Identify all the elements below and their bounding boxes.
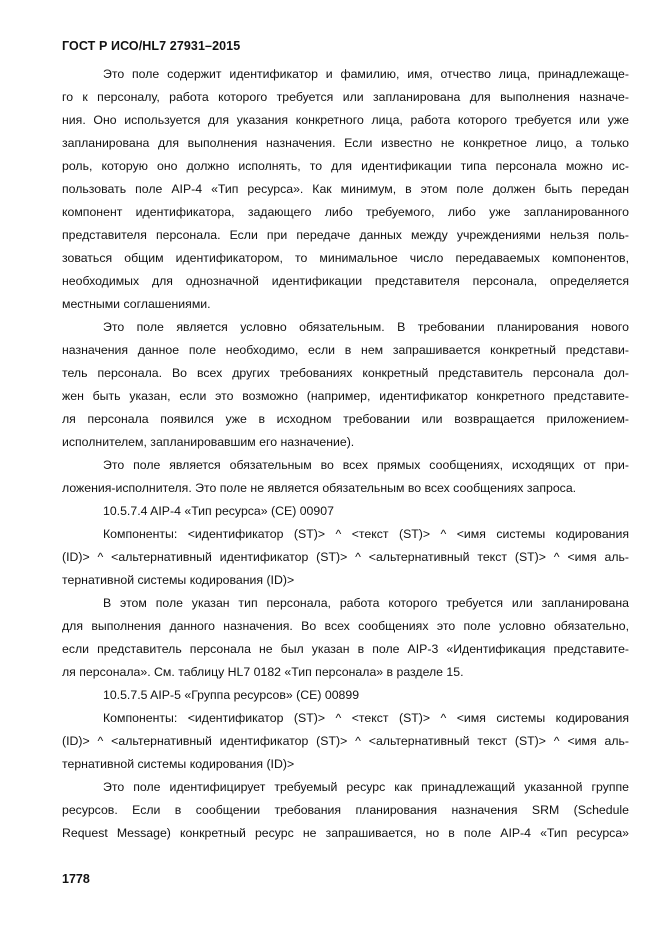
- text-line: пользовать поле AIP-4 «Тип ресурса». Как минимум, в этом поле должен быть передан: [62, 182, 629, 196]
- text-line: необходимых для однозначной идентификации представителя персонала, определяется: [62, 274, 629, 288]
- text-line: назначения данное поле необходимо, если в нем запрашивается конкретный представи-: [62, 343, 629, 357]
- text-line: для выполнения данного назначения. Во всех сообщениях это поле условно обязательно,: [62, 619, 629, 633]
- text-line: тернативной системы кодирования (ID)>: [62, 757, 295, 771]
- text-line: Это поле содержит идентификатор и фамилию, имя, отчество лица, принадлежаще-: [103, 67, 629, 81]
- document-body: [62, 63, 629, 845]
- text-line: если представитель персонала не был указан в поле AIP-3 «Идентификация представите-: [62, 642, 629, 656]
- text-line: исполнителем, запланировавшим его назначение).: [62, 435, 355, 449]
- text-line: Это поле является условно обязательным. В требовании планирования нового: [103, 320, 629, 334]
- text-line: Компоненты: <идентификатор (ST)> ^ <текст (ST)> ^ <имя системы кодирования: [103, 711, 629, 725]
- text-line: ложения-исполнителя. Это поле не является обязательным во всех сообщениях запроса.: [62, 481, 577, 495]
- text-line: Request Message) конкретный ресурс не запрашивается, но в поле AIP-4 «Тип ресурса»: [62, 826, 629, 840]
- text-line: В этом поле указан тип персонала, работа которого требуется или запланирована: [103, 596, 629, 610]
- text-line: жен быть указан, если это возможно (например, идентификатор конкретного представите-: [62, 389, 629, 403]
- text-line: тернативной системы кодирования (ID)>: [62, 573, 295, 587]
- text-line: ля персонала появился уже в исходном требовании или возвращается приложением-: [62, 412, 629, 426]
- text-line: Компоненты: <идентификатор (ST)> ^ <текст (ST)> ^ <имя системы кодирования: [103, 527, 629, 541]
- text-line: ресурсов. Если в сообщении требования планирования назначения SRM (Schedule: [62, 803, 629, 817]
- text-line: го к персоналу, работа которого требуется или запланирована для выполнения назначе-: [62, 90, 629, 104]
- text-line: Это поле идентифицирует требуемый ресурс как принадлежащий указанной группе: [103, 780, 629, 794]
- text-line: местными соглашениями.: [62, 297, 211, 311]
- text-line: ля персонала». См. таблицу HL7 0182 «Тип персонала» в разделе 15.: [62, 665, 464, 679]
- text-line: запланирована для выполнения назначения. Если известно не конкретное лицо, а только: [62, 136, 629, 150]
- text-line: ния. Оно используется для указания конкретного лица, работа которого требуется или уже: [62, 113, 629, 127]
- text-line: компонент идентификатора, задающего либо требуемого, либо уже запланированного: [62, 205, 629, 219]
- section-heading: 10.5.7.4 AIP-4 «Тип ресурса» (CE) 00907: [103, 504, 334, 518]
- text-line: зоваться общим идентификатором, то минимальное число передаваемых компонентов,: [62, 251, 629, 265]
- section-heading: 10.5.7.5 AIP-5 «Группа ресурсов» (CE) 00899: [103, 688, 360, 702]
- text-line: (ID)> ^ <альтернативный идентификатор (ST)> ^ <альтернативный текст (ST)> ^ <имя аль-: [62, 734, 629, 748]
- page-number: 1778: [62, 872, 90, 886]
- page-header-standard-title: ГОСТ Р ИСО/HL7 27931–2015: [62, 39, 241, 53]
- text-line: Это поле является обязательным во всех прямых сообщениях, исходящих от при-: [103, 458, 629, 472]
- text-line: (ID)> ^ <альтернативный идентификатор (ST)> ^ <альтернативный текст (ST)> ^ <имя аль-: [62, 550, 629, 564]
- text-line: роль, которую оно должно исполнять, то для идентификации типа персонала можно ис-: [62, 159, 629, 173]
- text-line: представителя персонала. Если при передаче данных между учреждениями нельзя поль-: [62, 228, 629, 242]
- text-line: тель персонала. Во всех других требованиях конкретный представитель персонала дол-: [62, 366, 629, 380]
